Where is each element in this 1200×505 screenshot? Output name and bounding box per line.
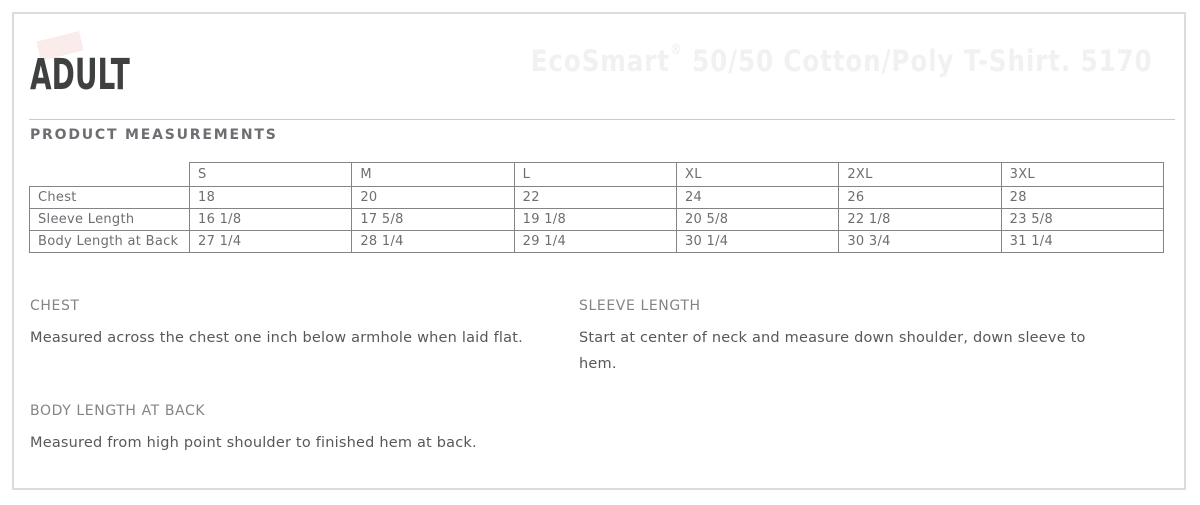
definition-chest	[30, 298, 555, 351]
measurement-value-cell: 17 5/8	[352, 209, 514, 231]
measurement-value-cell: 23 5/8	[1001, 209, 1163, 231]
measurement-row-label: Body Length at Back	[30, 231, 190, 253]
size-column-header: M	[352, 163, 514, 187]
measurement-value-cell: 26	[839, 187, 1001, 209]
category-heading: ADULT	[30, 50, 130, 100]
size-header-row	[30, 163, 1164, 187]
table-corner-cell	[30, 163, 190, 187]
measurement-value-cell: 19 1/8	[514, 209, 676, 231]
table-row	[30, 209, 1164, 231]
measurement-value-cell: 18	[190, 187, 352, 209]
measurement-row-label: Sleeve Length	[30, 209, 190, 231]
table-row	[30, 231, 1164, 253]
measurement-value-cell: 24	[676, 187, 838, 209]
definition-sleeve-length-text: Start at center of neck and measure down shoulder, down sleeve to hem.	[579, 330, 1086, 372]
brand-name: EcoSmart	[530, 44, 670, 78]
definition-body-length-at-back-title: BODY LENGTH AT BACK	[30, 403, 206, 419]
section-divider	[29, 119, 1175, 120]
measurement-value-cell: 31 1/4	[1001, 231, 1163, 253]
section-title: PRODUCT MEASUREMENTS	[30, 127, 278, 143]
definition-sleeve-length-title: SLEEVE LENGTH	[579, 298, 701, 314]
definition-body-length-at-back	[30, 403, 555, 456]
measurement-value-cell: 22	[514, 187, 676, 209]
table-body	[30, 187, 1164, 253]
measurement-value-cell: 28 1/4	[352, 231, 514, 253]
measurement-value-cell: 22 1/8	[839, 209, 1001, 231]
definition-sleeve-length	[579, 298, 1095, 377]
size-column-header: L	[514, 163, 676, 187]
spec-sheet-panel	[12, 12, 1186, 490]
definition-chest-text: Measured across the chest one inch below armhole when laid flat.	[30, 330, 523, 346]
table-header	[30, 163, 1164, 187]
measurement-value-cell: 28	[1001, 187, 1163, 209]
measurement-value-cell: 29 1/4	[514, 231, 676, 253]
measurement-row-label: Chest	[30, 187, 190, 209]
measurement-value-cell: 30 3/4	[839, 231, 1001, 253]
definition-chest-title: CHEST	[30, 298, 80, 314]
size-column-header: XL	[676, 163, 838, 187]
measurement-value-cell: 30 1/4	[676, 231, 838, 253]
product-title-watermark	[530, 44, 1152, 78]
definition-body-length-at-back-text: Measured from high point shoulder to finished hem at back.	[30, 435, 477, 451]
size-column-header: S	[190, 163, 352, 187]
size-column-header: 2XL	[839, 163, 1001, 187]
measurement-value-cell: 16 1/8	[190, 209, 352, 231]
table-row	[30, 187, 1164, 209]
measurement-value-cell: 27 1/4	[190, 231, 352, 253]
measurements-table	[29, 162, 1164, 253]
measurement-value-cell: 20 5/8	[676, 209, 838, 231]
measurement-value-cell: 20	[352, 187, 514, 209]
product-name: 50/50 Cotton/Poly T-Shirt. 5170	[682, 44, 1152, 78]
registered-trademark-icon: ®	[669, 42, 683, 58]
size-column-header: 3XL	[1001, 163, 1163, 187]
